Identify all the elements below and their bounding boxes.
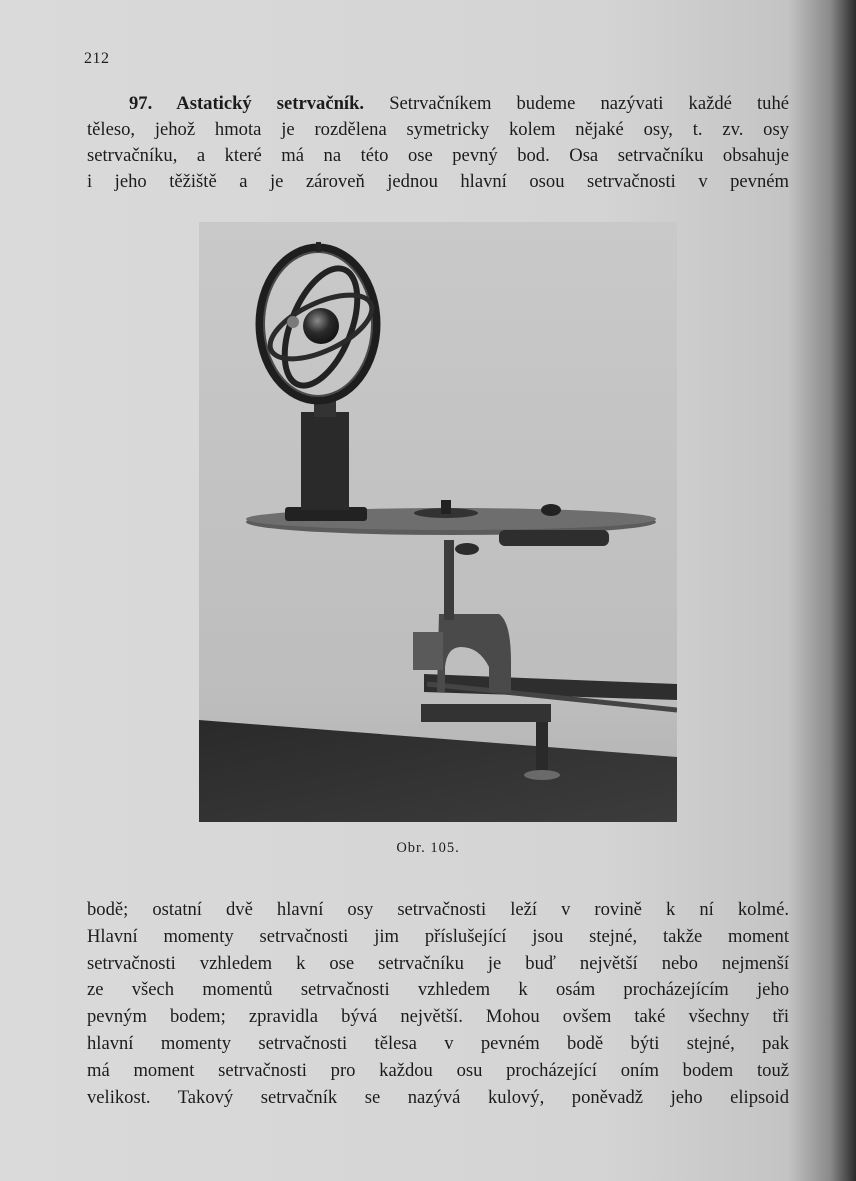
rotor-ball	[303, 308, 339, 344]
paragraph-line: těleso, jehož hmota je rozdělena symetricky kolem nějaké osy, t. zv. osy	[87, 119, 789, 140]
paragraph-line: i jeho těžiště a je zároveň jednou hlavní osou setrvačnosti v pevném	[87, 171, 789, 192]
vertical-stem	[444, 540, 454, 620]
paragraph-line: bodě; ostatní dvě hlavní osy setrvačnosti leží v rovině k ní kolmé.	[87, 899, 789, 920]
paragraph-line: hlavní momenty setrvačnosti tělesa v pevném bodě býti stejné, pak	[87, 1032, 789, 1054]
paragraph-line: Hlavní momenty setrvačnosti jim příslušející jsou stejné, takže moment	[87, 925, 789, 947]
continuation-paragraph	[87, 897, 789, 1111]
page-number: 212	[84, 50, 110, 67]
paragraph-line: má moment setrvačnosti pro každou osu procházející oním bodem touž	[87, 1059, 789, 1081]
section-paragraph-top	[87, 91, 789, 195]
figure-caption: Obr. 105.	[396, 840, 460, 856]
paragraph-line: pevným bodem; zpravidla bývá největší. Mohou ovšem také všechny tři	[87, 1006, 789, 1028]
screw-handle	[524, 770, 560, 780]
clamp-bar	[421, 704, 551, 722]
paragraph-line-rest: Setrvačníkem budeme nazývati každé tuhé	[389, 93, 789, 114]
counterweight	[499, 530, 609, 546]
pivot-post	[441, 500, 451, 514]
paragraph-line: setrvačníku, a které má na této ose pevný bod. Osa setrvačníku obsahuje	[87, 145, 789, 166]
paragraph-line	[87, 91, 789, 117]
top-pin	[316, 242, 321, 252]
pedestal-column	[301, 412, 349, 510]
clamp-screw	[536, 722, 548, 772]
small-weight	[541, 504, 561, 516]
paragraph-line: ze všech momentů setrvačnosti vzhledem k osám procházejícím jeho	[87, 979, 789, 1001]
gyroscope-figure	[199, 222, 677, 822]
section-heading: 97. Astatický setrvačník.	[129, 93, 365, 114]
paragraph-line: velikost. Takový setrvačník se nazývá kulový, poněvadž jeho elipsoid	[87, 1086, 789, 1108]
stem-knob	[455, 543, 479, 555]
paragraph-line: setrvačnosti vzhledem k ose setrvačníku je buď největší nebo nejmenší	[87, 952, 789, 974]
axle-end	[287, 316, 299, 328]
clamp-block	[413, 632, 443, 670]
